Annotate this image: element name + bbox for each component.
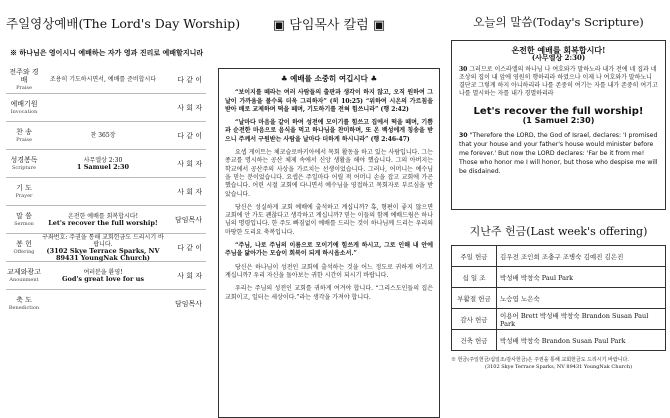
column-paragraph: “주님, 나로 주님의 이름으로 모이기에 힘쓰게 하시고, 그로 인해 내 안에 주님을 닮아가는 모습이 회복이 되게 하시옵소서.”: [225, 242, 433, 258]
pastor-column-box: [218, 68, 440, 418]
verse-number: 30: [459, 66, 468, 73]
order-row: [6, 289, 206, 317]
order-row: [6, 177, 206, 205]
order-row: [6, 93, 206, 121]
scripture-en-ref: (1 Samuel 2:30): [522, 116, 595, 125]
order-label-ko: 전주와 경배: [9, 67, 39, 84]
order-leader: 담임목사: [174, 215, 202, 224]
order-detail-line: Let's recover the full worship!: [48, 218, 158, 227]
offering-row: [452, 267, 666, 288]
verse-text: 그러므로 이스라엘의 하나님 나 여호와가 말하노라 내가 전에 네 집과 네 조상의 집이 내 앞에 영원히 행하리라 하였으나 이제 나 여호와가 말하노니 결단코 그렇게 하지 아니하리라 나를 존중히 여기는 자를 내가 존중히 여기고 나를 멸시하는 자를 내가 경멸하리라: [459, 66, 658, 97]
order-leader: 사 회 자: [177, 187, 202, 196]
order-label: [6, 100, 42, 116]
order-detail: [42, 132, 164, 139]
order-detail-line: 1 Samuel 2:30: [76, 162, 130, 171]
order-label: [6, 268, 42, 284]
order-label-en: Praise: [16, 136, 32, 143]
order-leader: 사 회 자: [177, 271, 202, 280]
order-label: [6, 68, 42, 92]
verse-text: "Therefore the LORD, the God of Israel, declares: 'I promised that your house and your father's house would minister before me forever.' But now the LORD declares: 'Far be it from me! Those who honor me I will honor, but those who despise me will be disdained.: [459, 132, 658, 175]
order-label-ko: 성경봉독: [10, 155, 38, 164]
worship-order-title: 주일영상예배(The Lord's Day Worship): [6, 16, 241, 31]
order-detail-line: (3102 Skye Terrace Sparks, NV 89431 YoungNak Church): [46, 246, 160, 262]
offering-title: 지난주 헌금(Last week's offering): [469, 225, 648, 238]
offering-type: 부활절 헌금: [452, 288, 497, 309]
offering-type: 주일 헌금: [452, 246, 497, 267]
offering-names: 이용어 Brett 박성배 박창숙 Brandon Susan Paul Park: [497, 309, 666, 330]
order-row: [6, 149, 206, 177]
order-leader: 사 회 자: [177, 159, 202, 168]
worship-order-column: [0, 0, 241, 407]
order-label: [6, 128, 42, 144]
column-paragraph: 요셉 게이트는 체코슬로바키아에서 목회 활동을 하고 있는 사람입니다. 그는 종교를 명시하는 공산 체제 속에서 신앙 생활을 해야 했습니다. 그의 아버지는 학교에서 공산주의 사상을 가르치는 선생이었습니다. 그러나, 어머니는 예수님을 믿는 분이었습니다. 요셉은 주일마다 어릴 적 어머니 손을 잡고 교회에 가곤 했습니다. 어린 시절 교회에 다니면서 예수님을 영접하고 목회자로 부르심을 받았습니다.: [225, 149, 433, 198]
column-paragraph: 당신은 성실하게 교회 예배에 출석하고 계십니까? 혹, 형편이 좋지 않으면 교회에 안 가도 괜찮다고 생각하고 계십니까? 믿는 이들의 함께 예배드림은 하나님의 명령입니다. 한 주도 빠짐없이 예배를 드리는 것이 하나님께 드리는 우리의 마땅한 도리요 축복입니다.: [225, 203, 433, 236]
order-label-en: Anounment: [9, 276, 39, 283]
offering-names: 박성배 박창숙 Paul Park: [497, 267, 666, 288]
offering-row: [452, 309, 666, 330]
order-label-ko: 봉 헌: [16, 239, 32, 248]
scripture-column: [447, 0, 670, 407]
order-label-en: Invocation: [10, 108, 38, 115]
order-leader: 사 회 자: [177, 103, 202, 112]
offering-row: [452, 288, 666, 309]
order-leader: 다 같 이: [177, 75, 202, 84]
order-label-en: Sermon: [14, 220, 34, 227]
order-row: [6, 233, 206, 261]
order-detail-line: 찬 365장: [90, 132, 116, 139]
order-label: [6, 240, 42, 256]
offering-row: [452, 330, 666, 351]
order-label-ko: 찬 송: [16, 127, 32, 136]
order-row: [6, 121, 206, 149]
scripture-en-title: Let's recover the full worship!: [473, 106, 644, 117]
order-detail-line: 구좌번호: 주권을 통해 교회헌금도 드리시기 바랍니다.: [42, 233, 164, 248]
order-leader: 다 같 이: [177, 243, 202, 252]
order-detail-line: 조용히 기도하시면서, 예배를 준비합시다: [49, 76, 157, 83]
order-row: [6, 261, 206, 289]
column-body: [225, 89, 433, 302]
order-detail: [42, 76, 164, 83]
worship-order-note: ※ 하나님은 영이시니 예배하는 자가 영과 진리로 예배할지니라: [10, 48, 204, 57]
order-label-ko: 기 도: [16, 183, 32, 192]
order-detail-line: 온전한 예배를 회복합시다!: [68, 212, 138, 220]
order-label: [6, 212, 42, 228]
order-label-en: Prayer: [15, 192, 33, 199]
order-label: [6, 296, 42, 312]
order-detail: [42, 157, 164, 171]
verse-number: 30: [459, 132, 468, 139]
scripture-ko-title: 온전한 예배를 회복합시다!: [511, 45, 606, 55]
offering-table: [451, 245, 666, 351]
order-row: [6, 66, 206, 93]
order-detail: [42, 234, 164, 262]
order-detail-line: 여러분을 환영!: [83, 268, 123, 276]
column-paragraph: 당신은 하나님이 성전인 교회에 출석하는 것을 어느 정도로 귀하게 여기고 계십니까? 우리 자신을 돌아보는 귀한 시간이 되시기 바랍니다.: [225, 263, 433, 279]
order-label: [6, 156, 42, 172]
order-detail: [42, 269, 164, 283]
column-paragraph: “날마다 마음을 같이 하여 성전에 모이기를 힘쓰고 집에서 떡을 떼며, 기쁨과 순전한 마음으로 음식을 먹고 하나님을 찬미하며, 또 온 백성에게 칭송을 받으니 주께서 구원받는 사람을 날마다 더하게 하시니라” (행 2:46-47): [225, 119, 433, 143]
scripture-en-verse: [459, 131, 658, 176]
order-detail: [42, 213, 164, 227]
column-headline: ♣ 예배를 소중히 여깁시다 ♣: [280, 74, 378, 83]
order-label-en: Scripture: [12, 164, 36, 171]
offering-names: 김우전 조인희 조충구 조병숙 김예진 김은진: [497, 246, 666, 267]
order-leader: 다 같 이: [177, 131, 202, 140]
order-label-en: Praise: [16, 84, 32, 91]
offering-type: 감사 헌금: [452, 309, 497, 330]
order-label-ko: 예배기원: [10, 99, 38, 108]
pastor-column: [214, 0, 444, 407]
pastor-column-title: ▣ 담임목사 칼럼 ▣: [272, 18, 386, 33]
column-paragraph: 우리는 주님의 성전인 교회를 귀하게 여겨야 합니다. “그리스도인들의 집은 교회이고, 일터는 세상이다.”라는 생각을 가져야 합니다.: [225, 285, 433, 301]
order-detail-line: 사무엘상 2:30: [83, 156, 123, 164]
order-label-ko: 축 도: [16, 295, 32, 304]
scripture-title: 오늘의 말씀(Today's Scripture): [473, 15, 644, 29]
offering-type: 건축 헌금: [452, 330, 497, 351]
church-address: (3102 Skye Terrace Sparks, NV 89431 YoungNak Church): [484, 364, 633, 370]
offering-footnote: ※ 헌금(주일헌금/십일조/감사헌금)은 주권을 통해 교회헌금도 드리시기 바랍니다.: [451, 357, 629, 363]
order-detail-line: God's great love for us: [61, 274, 145, 283]
offering-type: 십 일 조: [452, 267, 497, 288]
scripture-ko-verse: [459, 66, 658, 98]
order-leader: 담임목사: [174, 299, 202, 308]
worship-order-list: [6, 66, 206, 317]
offering-names: 박성배 박창숙 Brandon Susan Paul Park: [497, 330, 666, 351]
order-row: [6, 205, 206, 233]
column-paragraph: “보이지를 떼라는 여러 사람들의 출판과 생각이 하지 않고, 오직 원하여 그 날이 가까움을 볼수록 더욱 그리하자” (히 10:25) “위하여 시온의 가르침을 받아 배로 교제하며 떡을 떼며, 기도하기를 전혀 힘쓰니라” (행 2:42): [225, 89, 433, 113]
scripture-box: [451, 40, 666, 210]
order-label: [6, 184, 42, 200]
scripture-ko-ref: (사무엘상 2:30): [531, 53, 586, 62]
offering-row: [452, 246, 666, 267]
order-label-ko: 교제와광고: [7, 267, 41, 276]
order-label-en: Offering: [13, 248, 35, 255]
order-label-en: Benediction: [8, 304, 40, 311]
offering-names: 노승엽 노은숙: [497, 288, 666, 309]
order-label-ko: 말 씀: [16, 211, 32, 220]
